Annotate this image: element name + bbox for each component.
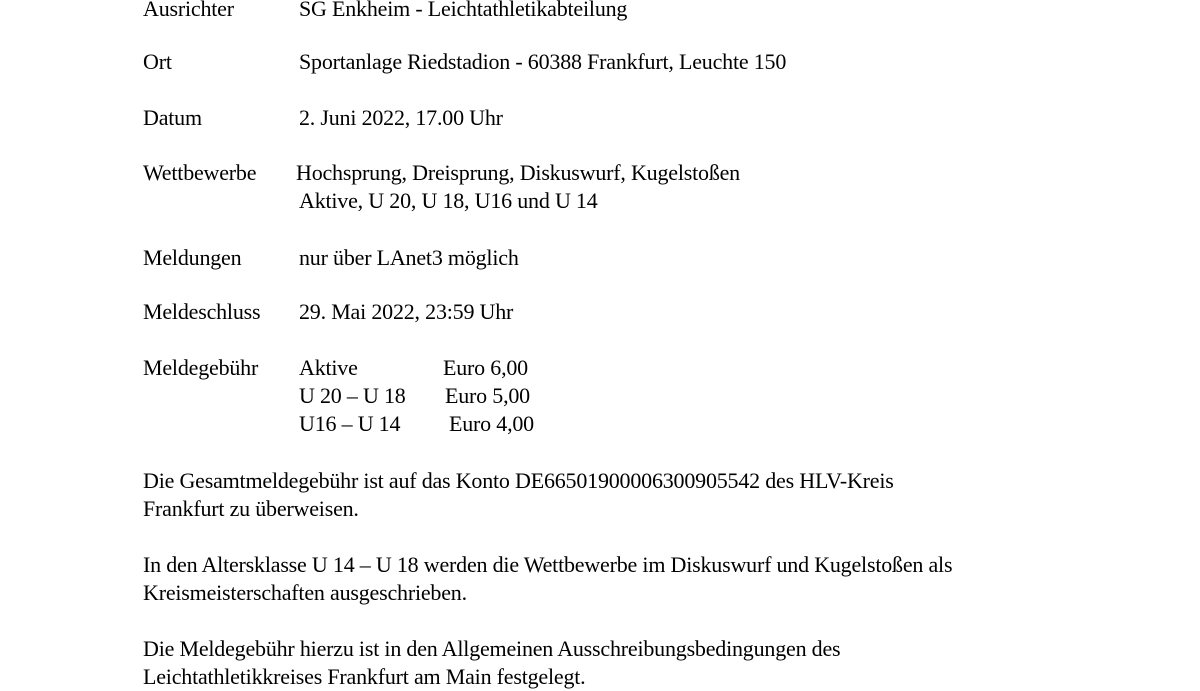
label-meldegebuehr: Meldegebühr [143, 355, 259, 380]
value-ausrichter: SG Enkheim - Leichtathletikabteilung [299, 0, 628, 21]
label-meldungen: Meldungen [143, 245, 242, 270]
fee-class: U 20 – U 18 [299, 383, 406, 408]
value-wettbewerbe-line1: Hochsprung, Dreisprung, Diskuswurf, Kugelstoßen [296, 160, 740, 185]
paragraph-championship-line2: Kreismeisterschaften ausgeschrieben. [143, 580, 467, 605]
fee-amount: Euro 5,00 [445, 383, 530, 408]
label-meldeschluss: Meldeschluss [143, 299, 261, 324]
value-wettbewerbe-line2: Aktive, U 20, U 18, U16 und U 14 [299, 188, 598, 213]
paragraph-payment-line2: Frankfurt zu überweisen. [143, 496, 359, 521]
fee-class: Aktive [299, 355, 358, 380]
fee-amount: Euro 4,00 [449, 411, 534, 436]
value-datum: 2. Juni 2022, 17.00 Uhr [299, 105, 503, 130]
fee-amount: Euro 6,00 [443, 355, 528, 380]
paragraph-fee-rules-line2: Leichtathletikkreises Frankfurt am Main festgelegt. [143, 664, 586, 689]
paragraph-championship-line1: In den Altersklasse U 14 – U 18 werden die Wettbewerbe im Diskuswurf und Kugelstoßen als [143, 552, 953, 577]
value-meldeschluss: 29. Mai 2022, 23:59 Uhr [299, 299, 514, 324]
paragraph-payment-line1: Die Gesamtmeldegebühr ist auf das Konto DE66501900006300905542 des HLV-Kreis [143, 468, 894, 493]
label-ausrichter: Ausrichter [143, 0, 234, 21]
value-ort: Sportanlage Riedstadion - 60388 Frankfurt, Leuchte 150 [299, 49, 787, 74]
label-datum: Datum [143, 105, 202, 130]
fee-class: U16 – U 14 [299, 411, 401, 436]
label-wettbewerbe: Wettbewerbe [143, 160, 257, 185]
label-ort: Ort [143, 49, 172, 74]
value-meldungen: nur über LAnet3 möglich [299, 245, 519, 270]
paragraph-fee-rules-line1: Die Meldegebühr hierzu ist in den Allgemeinen Ausschreibungsbedingungen des [143, 636, 841, 661]
